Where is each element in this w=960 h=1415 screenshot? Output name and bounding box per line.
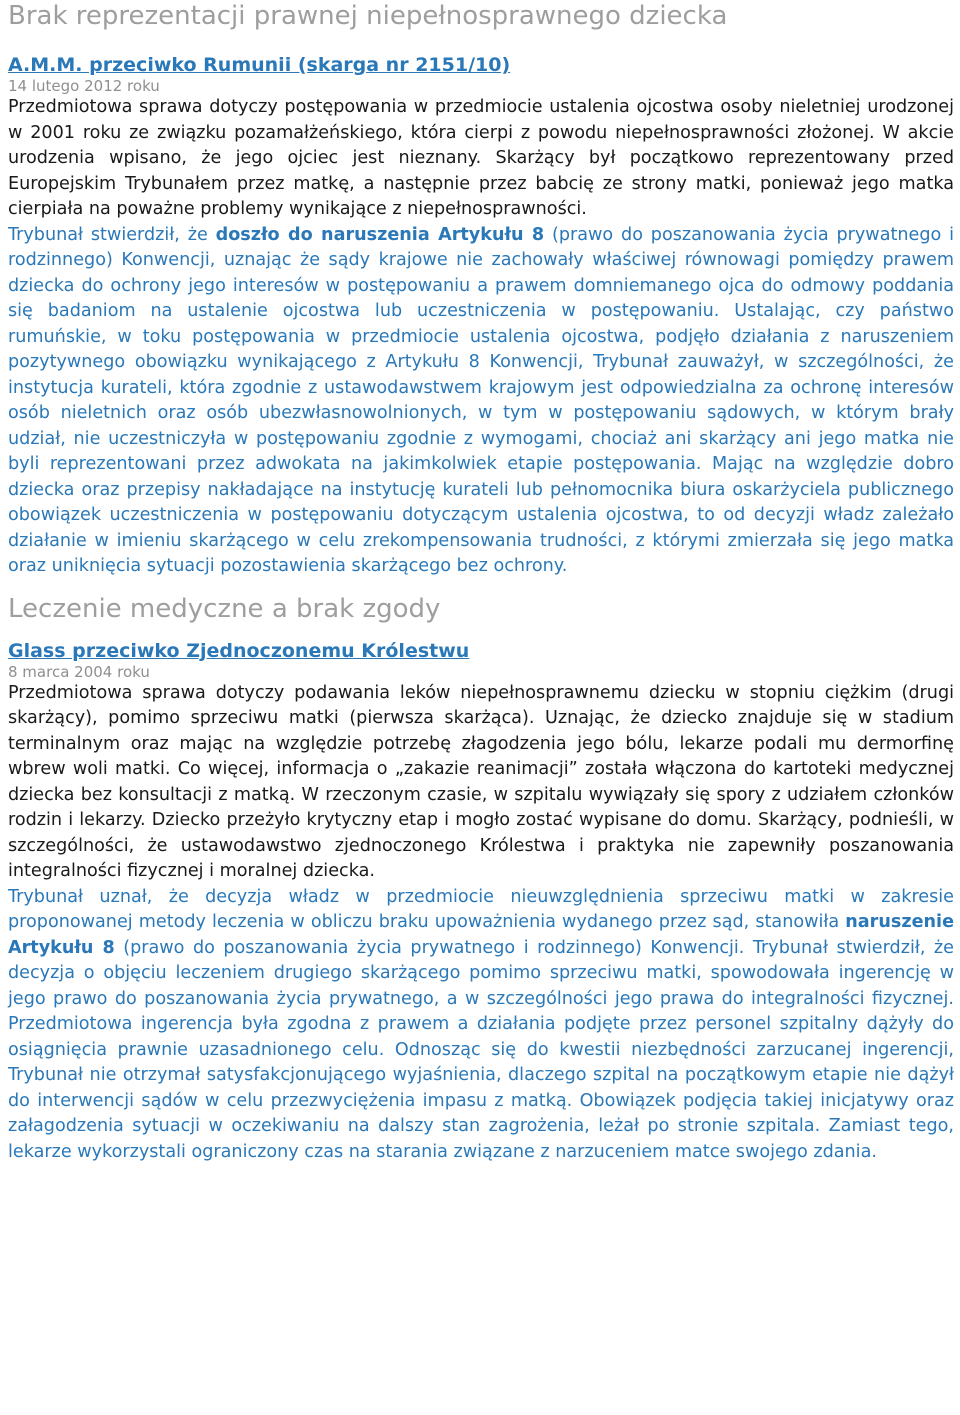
ruling-text-start: Trybunał stwierdził, że: [8, 224, 216, 245]
case-title-link[interactable]: Glass przeciwko Zjednoczonemu Królestwu: [8, 639, 470, 662]
case-facts-paragraph: Przedmiotowa sprawa dotyczy postępowania w przedmiocie ustalenia ojcostwa osoby nieletniej urodzonej w 2001 roku ze związku pozamałżeńskiego, która cierpi z powodu niepełnosprawności złożonej. W akcie urodzenia wpisano, że jego ojciec jest nieznany. Skarżący był początkowo reprezentowany przed Europejskim Trybunałem przez matkę, a następnie przez babcię ze strony matki, ponieważ jego matka cierpiała na poważne problemy wynikające z niepełnosprawności.: [8, 97, 954, 219]
section-heading: Leczenie medyczne a brak zgody: [8, 593, 441, 624]
section-heading: Brak reprezentacji prawnej niepełnosprawnego dziecka: [8, 1, 728, 31]
case-date: 14 lutego 2012 roku: [8, 77, 160, 95]
case-facts-paragraph: Przedmiotowa sprawa dotyczy podawania leków niepełnosprawnemu dziecku w stopniu ciężkim (drugi skarżący), pomimo sprzeciwu matki (pierwsza skarżąca). Uznając, że dziecko znajduje się w stadium terminalnym oraz mając na względzie potrzebę złagodzenia jego bólu, lekarze podali mu dermorfinę wbrew woli matki. Co więcej, informacja o „zakazie reanimacji” została włączona do kartoteki medycznej dziecka bez konsultacji z matką. W rzeczonym czasie, w szpitalu wywiązały się spory z udziałem członków rodzin i lekarzy. Dziecko przeżyło krytyczny etap i mogło zostać wypisane do domu. Skarżący, podnieśli, w szczególności, że ustawodawstwo zjednoczonego Królestwa i praktyka nie zapewniły poszanowania integralności fizycznej i moralnej dziecka.: [8, 682, 954, 881]
ruling-text-end: (prawo do poszanowania życia prywatnego i rodzinnego) Konwencji. Trybunał stwierdził, że decyzja o objęciu leczeniem drugiego skarżącego pomimo sprzeciwu matki, spowodowała ingerencję w jego prawo do poszanowania życia prywatnego, a w szczególności jego prawa do integralności fizycznej. Przedmiotowa ingerencja była zgodna z prawem a działania podjęte przez personel szpitalny dążyły do osiągnięcia prawnie uzasadnionego celu. Odnosząc się do kwestii niezbędności zarzucanej ingerencji, Trybunał nie otrzymał satysfakcjonującego wyjaśnienia, dlaczego szpital na początkowym etapie nie dążył do interwencji sądów w celu przezwyciężenia impasu z matką. Obowiązek podjęcia takiej inicjatywy oraz załagodzenia sytuacji w oczekiwaniu na dalszy stan zagrożenia, leżał po stronie szpitala. Zamiast tego, lekarze wykorzystali ograniczony czas na starania związane z narzuceniem matce swojego zdania.: [8, 937, 954, 1162]
case-ruling-paragraph: [8, 885, 954, 1166]
ruling-violation-highlight: doszło do naruszenia Artykułu 8: [215, 224, 545, 245]
ruling-text-end: (prawo do poszanowania życia prywatnego i rodzinnego) Konwencji, uznając że sądy krajowe nie zachowały właściwej równowagi pomiędzy prawem dziecka do ochrony jego interesów w postępowaniu a prawem domniemanego ojca do odmowy poddania się badaniom na ustalenie ojcostwa lub uczestniczenia w postępowaniu. Ustalając, czy państwo rumuńskie, w toku postępowania w przedmiocie ustalenia ojcostwa, podjęło działania z naruszeniem pozytywnego obowiązku wynikającego z Artykułu 8 Konwencji, Trybunał zauważył, w szczególności, że instytucja kurateli, która zgodnie z ustawodawstwem krajowym jest odpowiedzialna za ochronę interesów osób nieletnich oraz osób ubezwłasnowolnionych, w tym w postępowaniu sądowych, w którym brały udział, nie uczestniczyła w postępowaniu zgodnie z wymogami, chociaż ani skarżący ani jego matka nie byli reprezentowani przez adwokata na jakimkolwiek etapie postępowania. Mając na względzie dobro dziecka oraz przepisy nakładające na instytucję kurateli lub pełnomocnika biura oskarżyciela publicznego obowiązek uczestniczenia w postępowaniu dotyczącym ustalenia ojcostwa, to od decyzji władz zależało działanie w imieniu skarżącego w celu zrekompensowania trudności, z którymi zmierzała się jego matka oraz uniknięcia sytuacji pozostawienia skarżącego bez ochrony.: [8, 224, 955, 576]
case-ruling-paragraph: [8, 223, 954, 580]
ruling-violation-highlight: naruszenie Artykułu 8: [8, 912, 954, 958]
case-title-link[interactable]: A.M.M. przeciwko Rumunii (skarga nr 2151/10): [8, 54, 511, 76]
case-date: 8 marca 2004 roku: [8, 662, 150, 681]
ruling-text-start: Trybunał uznał, że decyzja władz w przedmiocie nieuwzględnienia sprzeciwu matki w zakresie proponowanej metody leczenia w obliczu braku upoważnienia wydanego przez sąd, stanowiła: [8, 886, 954, 932]
document-page: [8, 0, 954, 1165]
